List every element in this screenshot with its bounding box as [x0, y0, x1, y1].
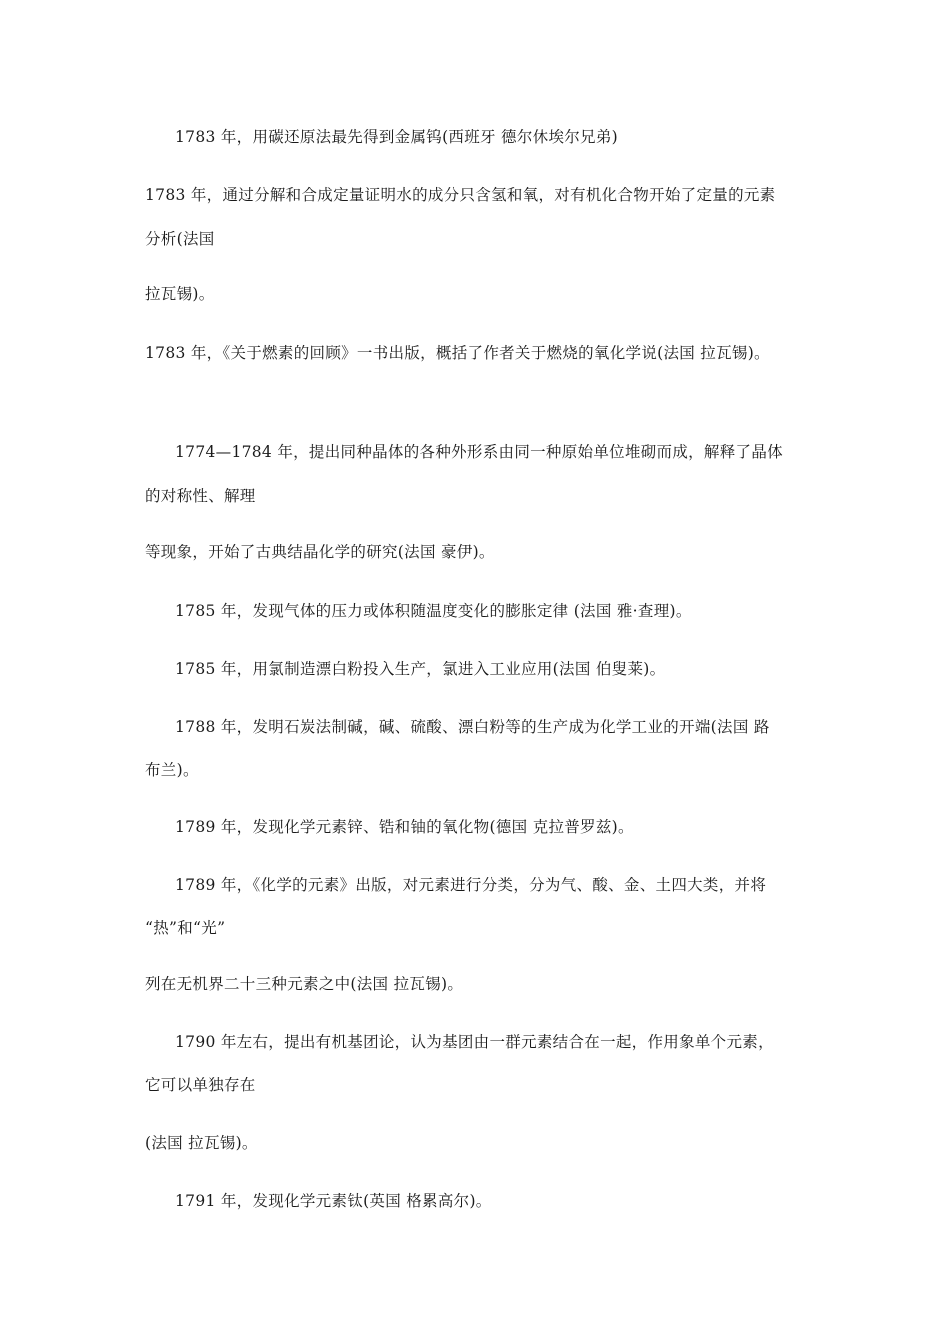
- text-line: 1774—1784 年，提出同种晶体的各种外形系由同一种原始单位堆砌而成，解释了晶体: [175, 443, 783, 461]
- text-line: 列在无机界二十三种元素之中(法国 拉瓦锡)。: [145, 975, 464, 993]
- text-line: 等现象，开始了古典结晶化学的研究(法国 豪伊)。: [145, 543, 495, 561]
- text-line: 1785 年，用氯制造漂白粉投入生产，氯进入工业应用(法国 伯叟莱)。: [175, 660, 666, 678]
- text-line: 1789 年，发现化学元素锌、锆和铀的氧化物(德国 克拉普罗兹)。: [175, 818, 634, 836]
- text-line: 1783 年，通过分解和合成定量证明水的成分只含氢和氧，对有机化合物开始了定量的元素: [145, 186, 776, 204]
- text-line: (法国 拉瓦锡)。: [145, 1134, 258, 1152]
- text-line: 1791 年，发现化学元素钛(英国 格累高尔)。: [175, 1192, 492, 1210]
- text-line: 1785 年，发现气体的压力或体积随温度变化的膨胀定律 (法国 雅·查理)。: [175, 602, 692, 620]
- text-line: 1783 年，用碳还原法最先得到金属钨(西班牙 德尔休埃尔兄弟): [175, 128, 618, 146]
- text-line: 它可以单独存在: [145, 1076, 256, 1094]
- text-line: 拉瓦锡)。: [145, 285, 215, 303]
- text-line: 1789 年，《化学的元素》出版，对元素进行分类，分为气、酸、金、土四大类，并将: [175, 876, 767, 894]
- text-line: 布兰)。: [145, 761, 199, 779]
- text-line: 的对称性、解理: [145, 487, 256, 505]
- text-line: 1783 年，《关于燃素的回顾》一书出版，概括了作者关于燃烧的氧化学说(法国 拉瓦锡)。: [145, 344, 770, 362]
- text-line: 1790 年左右，提出有机基团论，认为基团由一群元素结合在一起，作用象单个元素，: [175, 1033, 774, 1051]
- text-line: “热”和“光”: [145, 919, 226, 937]
- text-line: 分析(法国: [145, 230, 215, 248]
- text-line: 1788 年，发明石炭法制碱，碱、硫酸、漂白粉等的生产成为化学工业的开端(法国 路: [175, 718, 770, 736]
